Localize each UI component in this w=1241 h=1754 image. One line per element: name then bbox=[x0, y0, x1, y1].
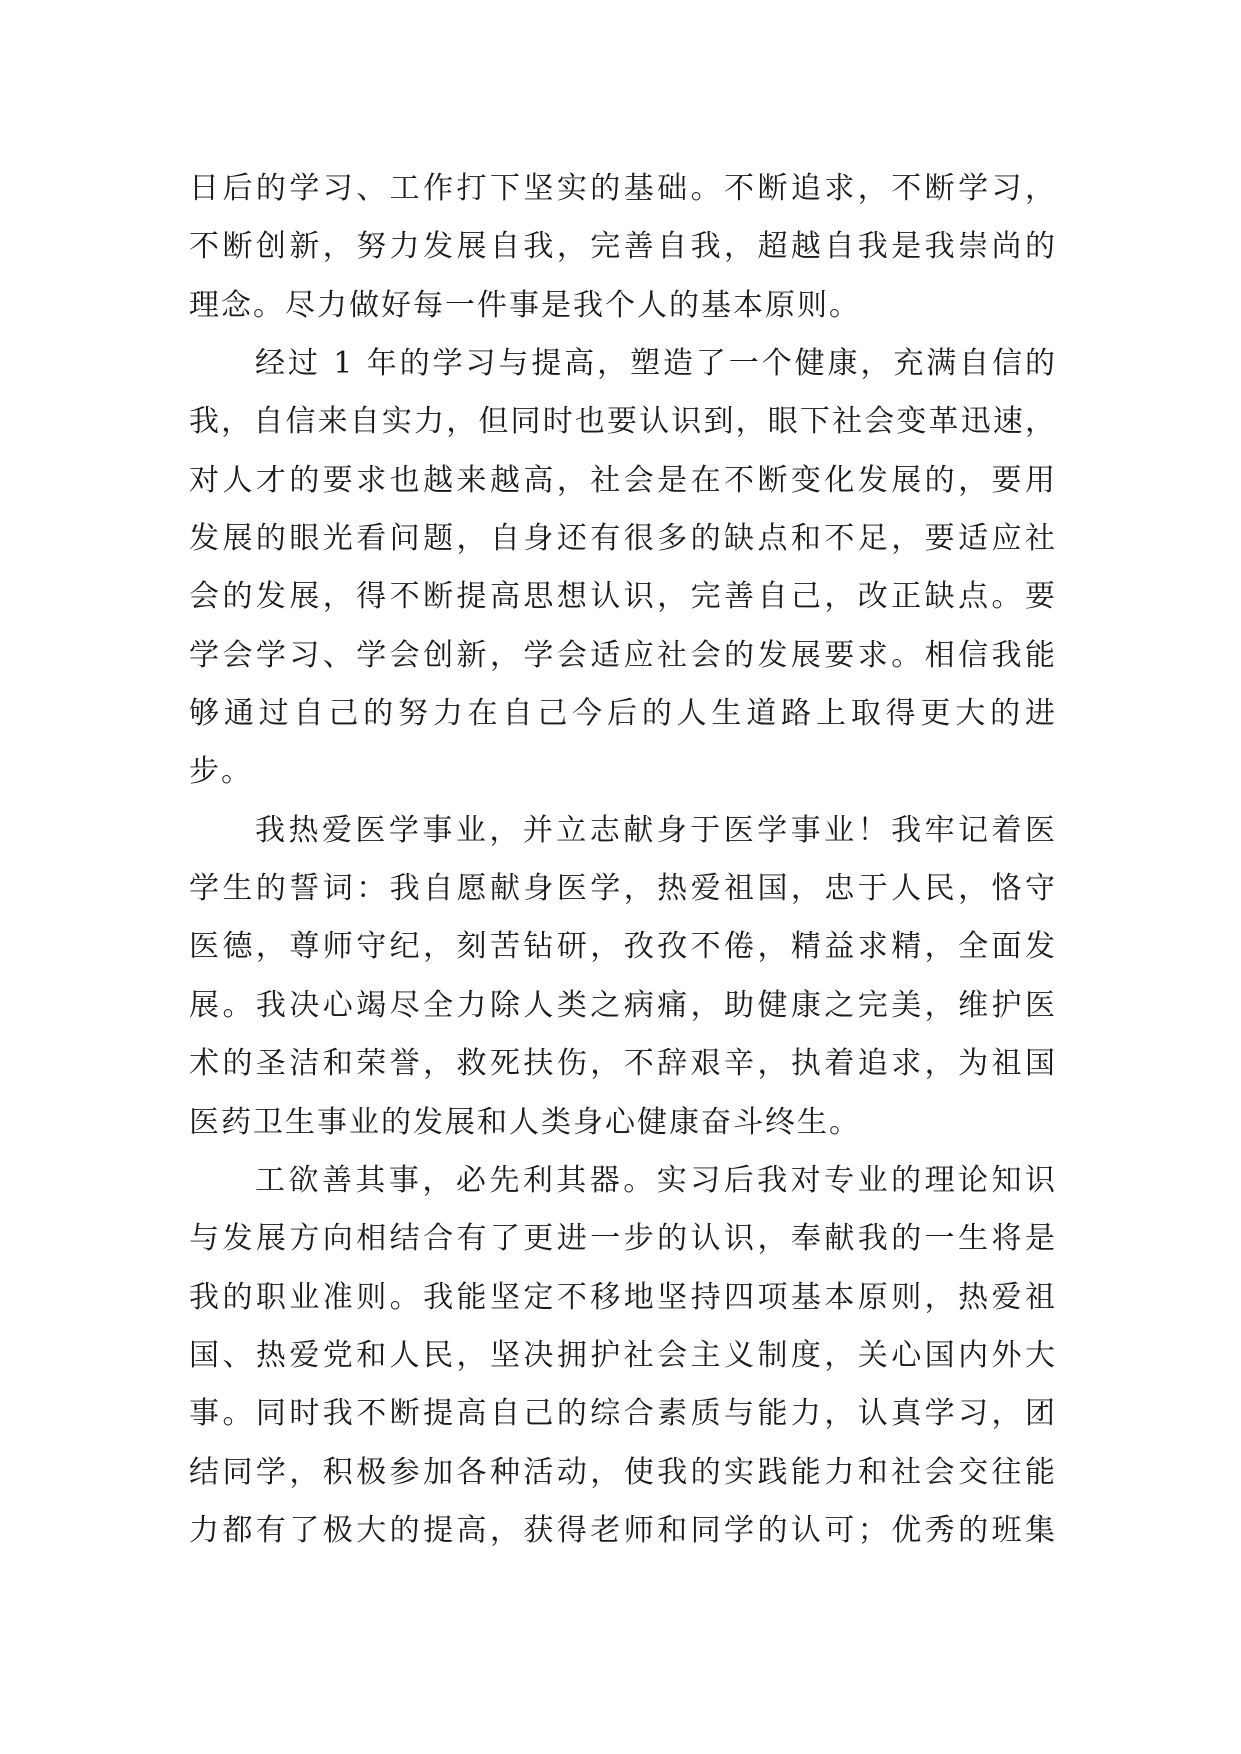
text-line: 事。同时我不断提高自己的综合素质与能力，认真学习，团 bbox=[189, 1396, 1057, 1432]
text-line: 国、热爱党和人民，坚决拥护社会主义制度，关心国内外大 bbox=[189, 1337, 1057, 1373]
text-line: 力都有了极大的提高，获得老师和同学的认可；优秀的班集 bbox=[189, 1512, 1057, 1548]
text-line: 我的职业准则。我能坚定不移地坚持四项基本原则，热爱祖 bbox=[189, 1279, 1057, 1315]
text-line: 术的圣洁和荣誉，救死扶伤，不辞艰辛，执着追求，为祖国 bbox=[189, 1046, 1057, 1082]
text-line: 发展的眼光看问题，自身还有很多的缺点和不足，要适应社 bbox=[189, 521, 1057, 557]
text-line: 结同学，积极参加各种活动，使我的实践能力和社会交往能 bbox=[189, 1454, 1057, 1490]
text-line: 经过 1 年的学习与提高，塑造了一个健康，充满自信的 bbox=[255, 346, 1057, 382]
text-line: 与发展方向相结合有了更进一步的认识，奉献我的一生将是 bbox=[189, 1221, 1057, 1257]
text-line: 步。 bbox=[189, 754, 253, 790]
text-line: 医药卫生事业的发展和人类身心健康奋斗终生。 bbox=[189, 1104, 861, 1140]
text-line: 日后的学习、工作打下坚实的基础。不断追求，不断学习， bbox=[189, 171, 1057, 206]
text-line: 医德，尊师守纪，刻苦钻研，孜孜不倦，精益求精，全面发 bbox=[189, 929, 1057, 965]
text-line: 我热爱医学事业，并立志献身于医学事业！我牢记着医 bbox=[255, 812, 1057, 848]
text-line: 工欲善其事，必先利其器。实习后我对专业的理论知识 bbox=[255, 1162, 1057, 1198]
document-body bbox=[189, 160, 1057, 1560]
text-line: 够通过自己的努力在自己今后的人生道路上取得更大的进 bbox=[189, 696, 1057, 732]
text-line: 展。我决心竭尽全力除人类之病痛，助健康之完美，维护医 bbox=[189, 987, 1057, 1023]
text-line: 学会学习、学会创新，学会适应社会的发展要求。相信我能 bbox=[189, 637, 1057, 673]
text-line: 我，自信来自实力，但同时也要认识到，眼下社会变革迅速， bbox=[189, 404, 1057, 440]
text-line: 对人才的要求也越来越高，社会是在不断变化发展的，要用 bbox=[189, 462, 1057, 498]
text-line: 不断创新，努力发展自我，完善自我，超越自我是我崇尚的 bbox=[189, 229, 1057, 265]
text-line: 理念。尽力做好每一件事是我个人的基本原则。 bbox=[189, 287, 861, 323]
text-line: 会的发展，得不断提高思想认识，完善自己，改正缺点。要 bbox=[189, 579, 1057, 615]
text-line: 学生的誓词：我自愿献身医学，热爱祖国，忠于人民，恪守 bbox=[189, 871, 1057, 907]
